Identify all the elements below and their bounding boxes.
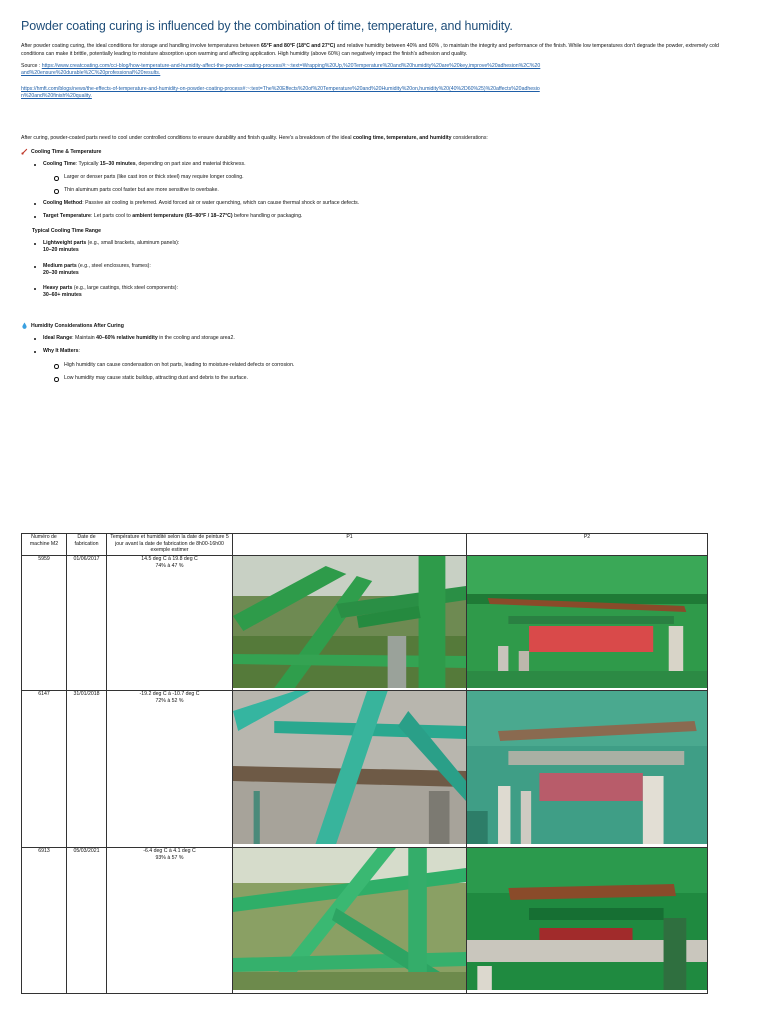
cell-photo-p1	[233, 691, 467, 848]
cell-conditions: -6.4 deg C à 4.1 deg C 93% à 57 %	[107, 848, 233, 994]
cell-date: 31/01/2018	[67, 691, 107, 848]
cell-photo-p1	[233, 556, 467, 691]
table-row	[22, 556, 708, 691]
thermometer-icon	[21, 148, 28, 155]
cell-photo-p2	[467, 556, 708, 691]
after-curing-paragraph: After curing, powder-coated parts need to cool under controlled conditions to ensure durability and finish quality. Here's a breakdown of the ideal cooling time, temperature, and humidity considerations:	[21, 135, 488, 141]
page-title: Powder coating curing is influenced by the combination of time, temperature, and humidity.	[21, 19, 513, 33]
header-p1: P1	[233, 534, 467, 556]
cell-photo-p2	[467, 691, 708, 848]
cell-conditions: 14.5 deg C à 19.8 deg C 74% à 47 %	[107, 556, 233, 691]
photo-machine-frame-p1[interactable]	[233, 848, 466, 990]
bullet-cooling-time: Cooling Time: Typically 15–30 minutes, depending on part size and material thickness.	[43, 161, 246, 168]
cell-photo-p1	[233, 848, 467, 994]
photo-machine-underside-p2[interactable]	[467, 556, 707, 688]
sub-bullet-thin-aluminum: Thin aluminum parts cool faster but are more sensitive to overbake.	[64, 187, 219, 194]
sub-bullet-low-humidity: Low humidity may cause static buildup, attracting dust and debris to the surface.	[64, 375, 248, 382]
sub-bullet-larger-parts: Larger or denser parts (like cast iron or thick steel) may require longer cooling.	[64, 174, 244, 181]
photo-machine-frame-p1[interactable]	[233, 691, 466, 844]
header-machine: Numéro de machine M2	[22, 534, 67, 556]
bullet-why-it-matters: Why It Matters:	[43, 348, 80, 355]
header-p2: P2	[467, 534, 708, 556]
cell-date: 05/03/2021	[67, 848, 107, 994]
water-drop-icon	[21, 322, 28, 329]
bullet-target-temperature: Target Temperature: Let parts cool to ambient temperature (65–80°F / 18–27°C) before handling or packaging.	[43, 213, 302, 220]
bullet-lightweight-parts: Lightweight parts (e.g., small brackets, aluminum panels): 10–20 minutes	[43, 240, 179, 254]
machine-table	[21, 533, 708, 994]
source-line-2	[21, 86, 541, 100]
table-row	[22, 691, 708, 848]
sub-bullet-high-humidity: High humidity can cause condensation on hot parts, leading to moisture-related defects or corrosion.	[64, 362, 294, 369]
header-conditions: Température et humidité selon la date de peinture 5 jour avant la date de fabrication de 8h00-16h00 exemple estimer	[107, 534, 233, 556]
bullet-ideal-range: Ideal Range: Maintain 40–60% relative humidity in the cooling and storage area2.	[43, 335, 235, 342]
typical-cooling-heading: Typical Cooling Time Range	[32, 228, 101, 234]
photo-machine-frame-p1[interactable]	[233, 556, 466, 688]
source-link-1[interactable]: https://www.creatcoating.com/cci-blog/how-temperature-and-humidity-affect-the-powder-coating-process/#:~:text=Wrapping%20Up,%20Temperature%20and%20humidity%20are%20key,improve%20adhesion%2C%20and%20ensure%20durable%2C%20professional%20results.	[21, 63, 541, 76]
intro-paragraph: After powder coating curing, the ideal conditions for storage and handling involve temperatures between 65°F and 80°F (18°C and 27°C) and relative humidity between 40% and 60% , to maintain the integrity and performance of the finish. While low temperatures don't degrade the powder, extremely cold conditions can make it brittle, potentially leading to moisture absorption upon warming and affecting application. High humidity (above 60%) can negatively impact the finish's adhesion and quality.	[21, 43, 719, 57]
photo-machine-underside-p2[interactable]	[467, 848, 707, 990]
cell-machine: 5959	[22, 556, 67, 691]
cell-machine: 6913	[22, 848, 67, 994]
header-date: Date de fabrication	[67, 534, 107, 556]
bullet-heavy-parts: Heavy parts (e.g., large castings, thick steel components): 30–60+ minutes	[43, 285, 178, 299]
humidity-section-heading: Humidity Considerations After Curing	[21, 322, 124, 329]
source-label: Source :	[21, 63, 42, 69]
cell-conditions: -19.2 deg C à -10.7 deg C 72% à 52 %	[107, 691, 233, 848]
photo-machine-underside-p2[interactable]	[467, 691, 707, 844]
bullet-cooling-method: Cooling Method: Passive air cooling is preferred. Avoid forced air or water quenching, which can cause thermal shock or surface defects.	[43, 200, 359, 207]
source-line-1	[21, 63, 541, 77]
cell-date: 01/06/2017	[67, 556, 107, 691]
cell-photo-p2	[467, 848, 708, 994]
table-header-row	[22, 534, 708, 556]
bullet-medium-parts: Medium parts (e.g., steel enclosures, frames): 20–30 minutes	[43, 263, 151, 277]
table-row	[22, 848, 708, 994]
cell-machine: 6147	[22, 691, 67, 848]
cooling-section-heading: Cooling Time & Temperature	[21, 148, 101, 155]
source-link-2[interactable]: https://hmft.com/blogs/news/the-effects-of-temperature-and-humidity-on-powder-coating-process#:~:text=The%20Effects%20of%20Temperature%20and%20Humidity%20on,humidity%20(40%2D60%25)%20affects%20adhesion%20and%20finish%20quality.	[21, 86, 540, 99]
